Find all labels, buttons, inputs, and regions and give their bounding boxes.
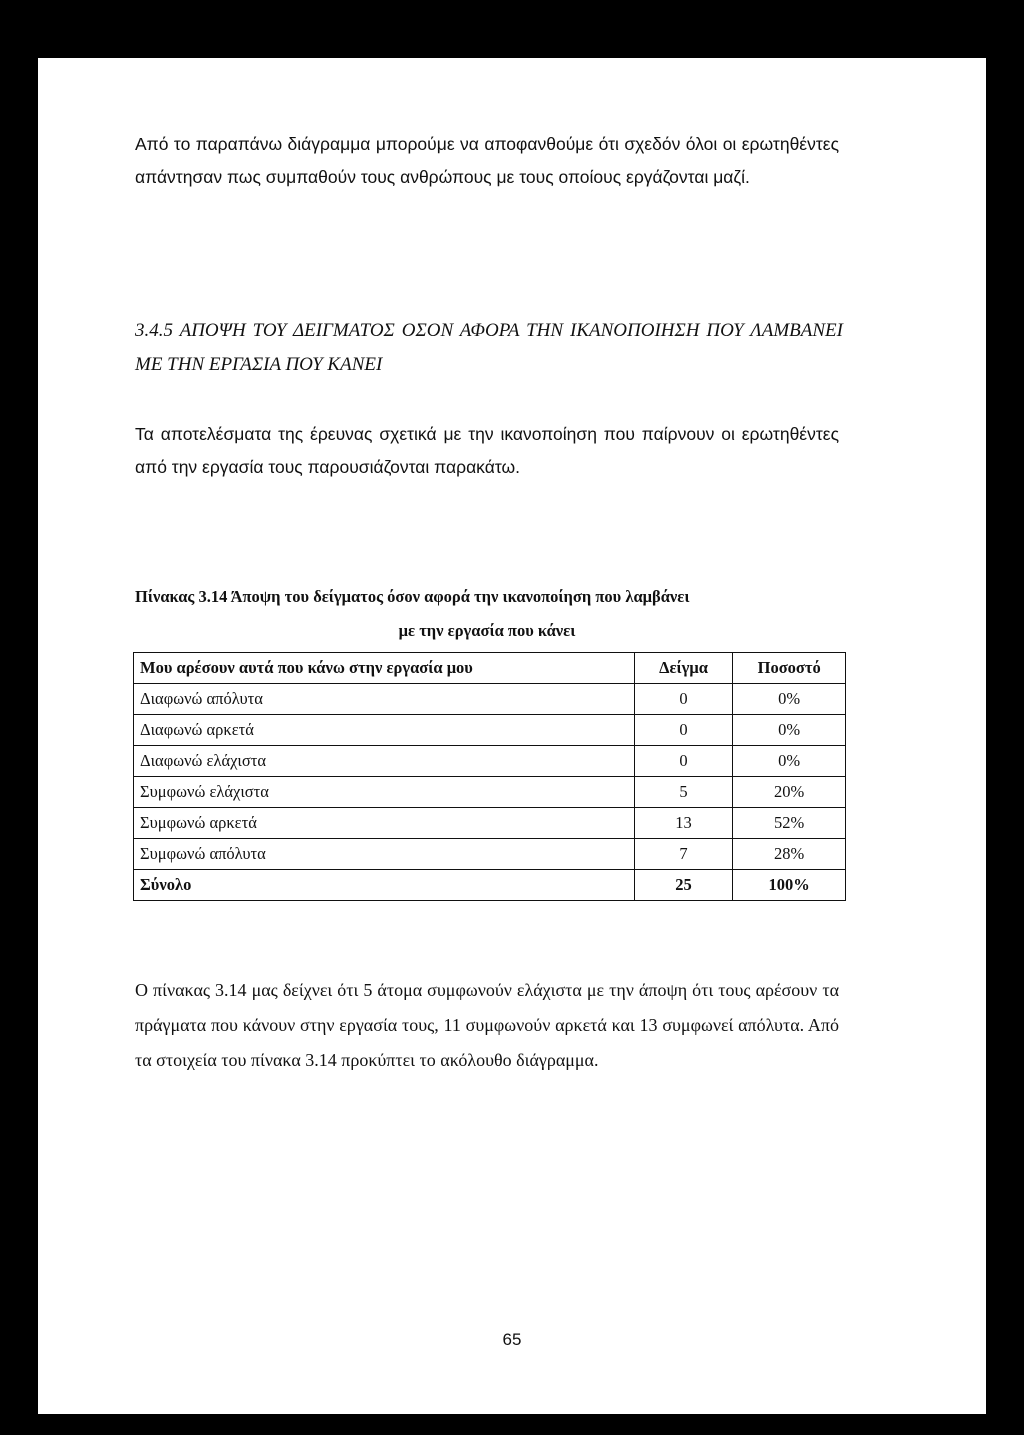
intro-paragraph: Από το παραπάνω διάγραμμα μπορούμε να αποφανθούμε ότι σχεδόν όλοι οι ερωτηθέντες απάντησαν πως συμπαθούν τους ανθρώπους με τους οποίους εργάζονται μαζί.: [135, 134, 839, 187]
row-sample: 13: [634, 808, 733, 839]
row-sample: 7: [634, 839, 733, 870]
row-sample: 5: [634, 777, 733, 808]
table-total-row: [134, 870, 846, 901]
row-percentage: 0%: [733, 684, 846, 715]
row-label: Διαφωνώ απόλυτα: [134, 684, 635, 715]
analysis-paragraph: Ο πίνακας 3.14 μας δείχνει ότι 5 άτομα συμφωνούν ελάχιστα με την άποψη ότι τους αρέσουν τα πράγματα που κάνουν στην εργασία τους, 11 συμφωνούν αρκετά και 13 συμφωνεί απόλυτα. Από τα στοιχεία του πίνακα 3.14 προκύπτει το ακόλουθο διάγραμμα.: [135, 980, 839, 1070]
header-sample: Δείγμα: [634, 653, 733, 684]
row-sample: 0: [634, 684, 733, 715]
satisfaction-table: [133, 652, 846, 901]
row-label: Συμφωνώ ελάχιστα: [134, 777, 635, 808]
results-paragraph: Τα αποτελέσματα της έρευνας σχετικά με την ικανοποίηση που παίρνουν οι ερωτηθέντες από την εργασία τους παρουσιάζονται παρακάτω.: [135, 424, 839, 477]
row-percentage: 52%: [733, 808, 846, 839]
row-percentage: 20%: [733, 777, 846, 808]
table-row: [134, 746, 846, 777]
table-row: [134, 715, 846, 746]
table-caption-line2: με την εργασία που κάνει: [398, 621, 576, 640]
row-sample: 0: [634, 746, 733, 777]
total-percentage: 100%: [733, 870, 846, 901]
table-caption-line1: Πίνακας 3.14 Άποψη του δείγματος όσον αφορά την ικανοποίηση που λαμβάνει: [135, 587, 690, 606]
table-row: [134, 839, 846, 870]
table-row: [134, 684, 846, 715]
table-row: [134, 808, 846, 839]
total-label: Σύνολο: [134, 870, 635, 901]
row-sample: 0: [634, 715, 733, 746]
row-percentage: 0%: [733, 746, 846, 777]
table-header-row: [134, 653, 846, 684]
row-label: Διαφωνώ αρκετά: [134, 715, 635, 746]
total-sample: 25: [634, 870, 733, 901]
section-heading: 3.4.5 ΑΠΟΨΗ ΤΟΥ ΔΕΙΓΜΑΤΟΣ ΟΣΟΝ ΑΦΟΡΑ ΤΗΝ ΙΚΑΝΟΠΟΙΗΣΗ ΠΟΥ ΛΑΜΒΑΝΕΙ ΜΕ ΤΗΝ ΕΡΓΑΣΙΑ ΠΟΥ ΚΑΝΕΙ: [135, 320, 843, 375]
row-percentage: 0%: [733, 715, 846, 746]
header-statement: Μου αρέσουν αυτά που κάνω στην εργασία μου: [134, 653, 635, 684]
table-caption: [135, 580, 839, 648]
row-label: Συμφωνώ αρκετά: [134, 808, 635, 839]
row-label: Συμφωνώ απόλυτα: [134, 839, 635, 870]
header-percentage: Ποσοστό: [733, 653, 846, 684]
row-percentage: 28%: [733, 839, 846, 870]
table-row: [134, 777, 846, 808]
row-label: Διαφωνώ ελάχιστα: [134, 746, 635, 777]
document-page: [38, 58, 986, 1414]
page-number: 65: [502, 1330, 522, 1349]
